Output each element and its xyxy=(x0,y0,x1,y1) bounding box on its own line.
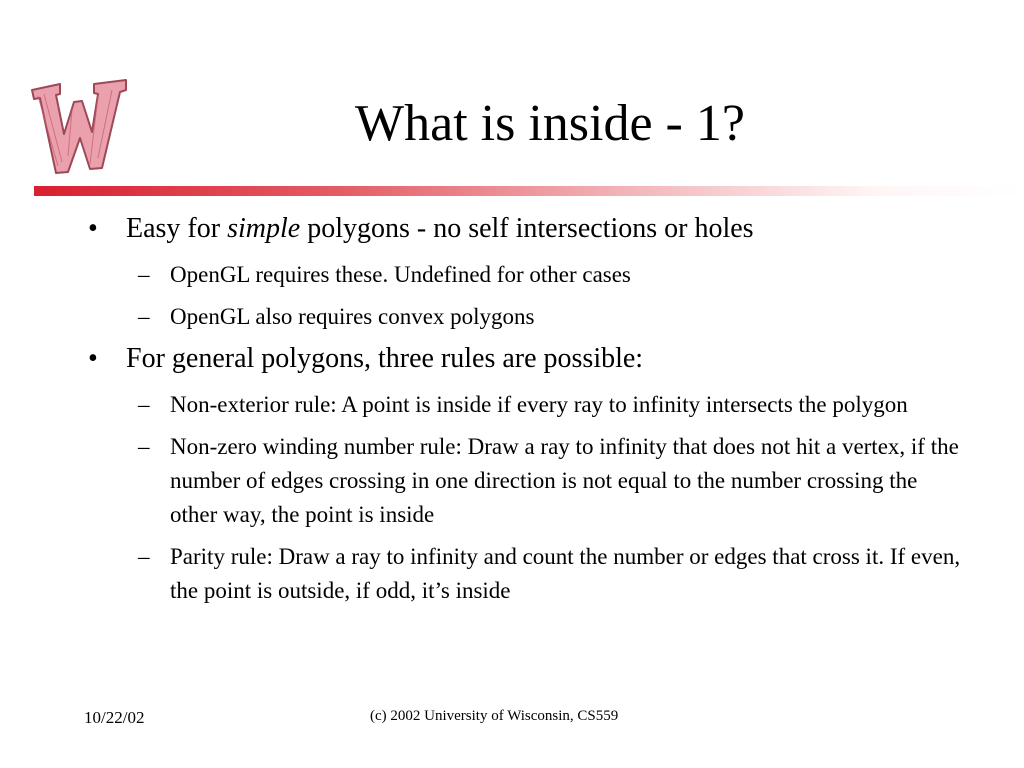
wisconsin-w-logo xyxy=(28,76,130,176)
bullet-marker: • xyxy=(88,343,98,374)
bullet-text-post: polygons - no self intersections or holes xyxy=(300,213,754,244)
title-divider xyxy=(34,186,1024,196)
slide-body xyxy=(80,212,970,616)
sub-bullet-item xyxy=(80,430,970,532)
sub-bullet-item xyxy=(80,300,970,334)
sub-bullet-text: Parity rule: Draw a ray to infinity and count the number or edges that cross it. If even, the point is outside, if odd, it’s inside xyxy=(170,544,961,603)
footer-copyright: (c) 2002 University of Wisconsin, CS559 xyxy=(370,708,619,724)
footer-date: 10/22/02 xyxy=(84,708,145,727)
sub-bullet-item xyxy=(80,388,970,422)
slide-title: What is inside - 1? xyxy=(355,95,745,152)
sub-bullet-item xyxy=(80,258,970,292)
dash-marker: – xyxy=(138,392,150,417)
bullet-item xyxy=(80,212,970,246)
sub-bullet-text: OpenGL requires these. Undefined for other cases xyxy=(170,262,631,287)
bullet-text-emphasis: simple xyxy=(227,213,301,244)
sub-bullet-item xyxy=(80,540,970,608)
sub-bullet-text: OpenGL also requires convex polygons xyxy=(170,304,535,329)
bullet-text: For general polygons, three rules are possible: xyxy=(126,343,644,374)
dash-marker: – xyxy=(138,262,150,287)
sub-bullet-text: Non-exterior rule: A point is inside if every ray to infinity intersects the polygon xyxy=(170,392,908,417)
dash-marker: – xyxy=(138,544,150,569)
bullet-item xyxy=(80,342,970,376)
bullet-text-pre: Easy for xyxy=(126,213,228,244)
sub-bullet-text: Non-zero winding number rule: Draw a ray to infinity that does not hit a vertex, if the number of edges crossing in one direction is not equal to the number crossing the other way, the point is inside xyxy=(170,434,959,527)
dash-marker: – xyxy=(138,434,150,459)
bullet-marker: • xyxy=(88,213,98,244)
dash-marker: – xyxy=(138,304,150,329)
